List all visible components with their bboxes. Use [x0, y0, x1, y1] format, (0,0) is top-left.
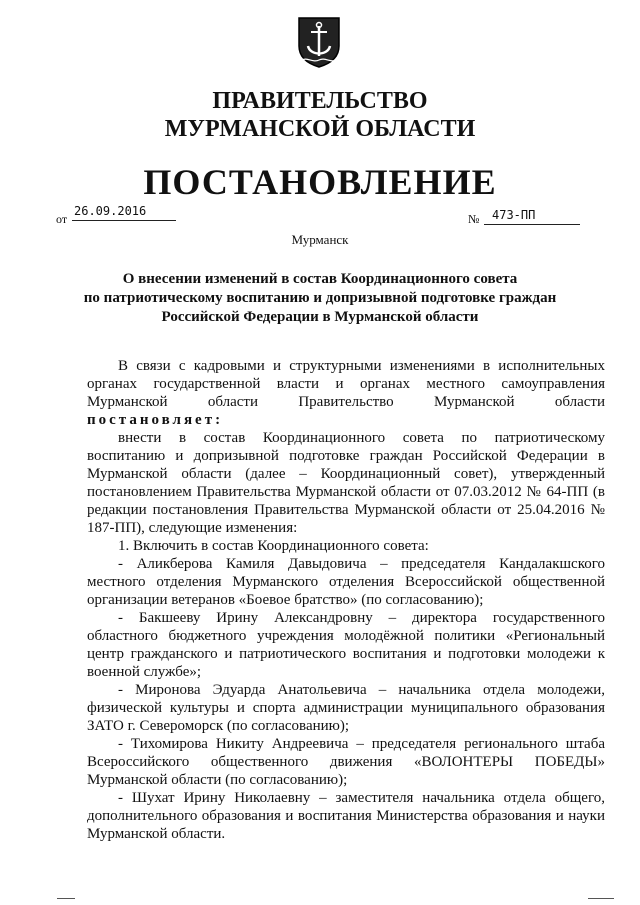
list-item-line: Всероссийского общественного движения «ВОЛОНТЕРЫ ПОБЕДЫ» [87, 754, 605, 770]
paragraph-line: В связи с кадровыми и структурными изменениями в исполнительных [118, 358, 605, 374]
paragraph-line: редакции постановления Правительства Мурманской области от 25.04.2016 № [87, 502, 605, 518]
document-date: 26.09.2016 [74, 204, 147, 218]
document-title [40, 270, 600, 327]
list-item-line: - Тихомирова Никиту Андреевича – председателя регионального штаба [118, 736, 605, 752]
list-item-line: ЗАТО г. Североморск (по согласованию); [87, 718, 350, 734]
paragraph-line: Мурманской области Правительство Мурманской области [87, 394, 605, 410]
date-underline [72, 220, 176, 221]
list-item-line: - Аликберова Камиля Давыдовича – председателя Кандалакшского [118, 556, 605, 572]
list-item-line: центр гражданского и патриотического воспитания и подготовки молодежи к [87, 646, 605, 662]
list-item-line: областного бюджетного учреждения молодёжной политики «Региональный [87, 628, 605, 644]
number-prefix: № [468, 212, 480, 226]
paragraph-line: постановлением Правительства Мурманской области от 07.03.2012 № 64-ПП (в [87, 484, 605, 500]
title-line: О внесении изменений в состав Координационного совета [122, 271, 518, 287]
list-item-line: - Шухат Ирину Николаевну – заместителя начальника отдела общего, [118, 790, 605, 806]
list-item-line: физической культуры и спорта администрации муниципального образования [87, 700, 605, 716]
footer-rule-right [588, 898, 614, 899]
org-name-line2: МУРМАНСКОЙ ОБЛАСТИ [164, 116, 476, 142]
paragraph-line: органах государственной власти и органах местного самоуправления [87, 376, 605, 392]
list-item-line: организации ветеранов «Боевое братство» (по согласованию); [87, 592, 484, 608]
paragraph-line: внести в состав Координационного совета по патриотическому [118, 430, 605, 446]
list-item-line: Мурманской области. [87, 826, 226, 842]
city: Мурманск [291, 232, 349, 247]
document-body [87, 357, 605, 843]
list-item-line: - Бакшееву Ирину Александровну – директора государственного [118, 610, 605, 626]
title-line: Российской Федерации в Мурманской области [161, 309, 479, 325]
list-item-line: местного отделения Мурманского отделения Всероссийской общественной [87, 574, 605, 590]
paragraph-line: Мурманской области (далее – Координационный совет), утвержденный [87, 466, 605, 482]
list-item-line: - Миронова Эдуарда Анатольевича – начальника отдела молодежи, [118, 682, 605, 698]
resolves-word: постановляет: [87, 412, 224, 428]
list-item-line: Мурманской области (по согласованию); [87, 772, 348, 788]
paragraph-line: 187-ПП), следующие изменения: [87, 520, 298, 536]
number-underline [484, 224, 580, 225]
title-line: по патриотическому воспитанию и допризывной подготовке граждан [83, 290, 557, 306]
org-name-line1: ПРАВИТЕЛЬСТВО [212, 88, 428, 114]
footer-rule-left [57, 898, 75, 899]
document-type: ПОСТАНОВЛЕНИЕ [143, 162, 497, 202]
list-item-line: дополнительного образования и воспитания Министерства образования и науки [87, 808, 605, 824]
date-prefix: от [56, 212, 68, 226]
emblem-icon [297, 16, 341, 68]
paragraph-line: воспитанию и допризывной подготовке граждан Российской Федерации в [87, 448, 605, 464]
document-number: 473-ПП [492, 208, 536, 222]
list-heading: 1. Включить в состав Координационного совета: [118, 538, 429, 554]
list-item-line: военной службе»; [87, 664, 202, 680]
